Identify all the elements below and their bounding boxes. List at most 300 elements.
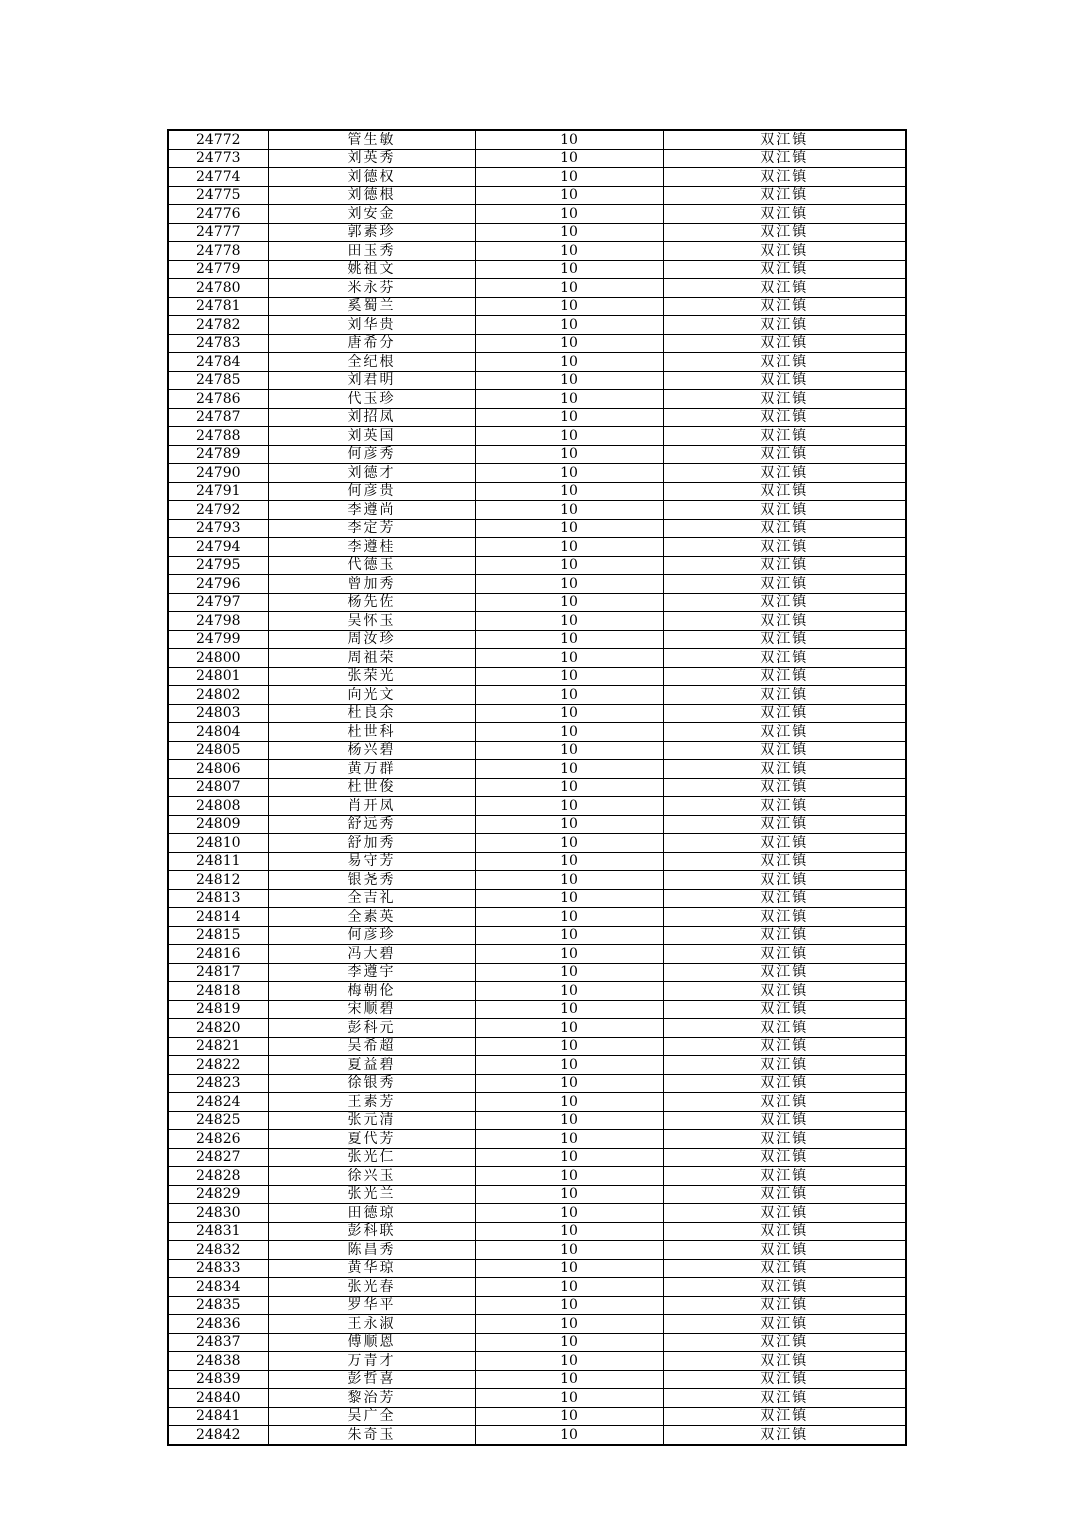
town-cell: 双江镇 (663, 1093, 906, 1112)
record-id-cell: 24820 (168, 1019, 268, 1038)
town-cell: 双江镇 (663, 797, 906, 816)
town-cell: 双江镇 (663, 1241, 906, 1260)
town-cell: 双江镇 (663, 297, 906, 316)
amount-cell: 10 (475, 908, 663, 927)
town-cell: 双江镇 (663, 260, 906, 279)
person-name-cell: 舒加秀 (268, 834, 475, 853)
person-name-cell: 何彦珍 (268, 926, 475, 945)
amount-cell: 10 (475, 1056, 663, 1075)
amount-cell: 10 (475, 501, 663, 520)
person-name-cell: 黎治芳 (268, 1389, 475, 1408)
town-cell: 双江镇 (663, 1426, 906, 1445)
town-cell: 双江镇 (663, 723, 906, 742)
person-name-cell: 何彦秀 (268, 445, 475, 464)
table-row (168, 1000, 906, 1019)
town-cell: 双江镇 (663, 1315, 906, 1334)
person-name-cell: 全素英 (268, 908, 475, 927)
table-row (168, 945, 906, 964)
person-name-cell: 周汝珍 (268, 630, 475, 649)
person-name-cell: 刘德根 (268, 186, 475, 205)
town-cell: 双江镇 (663, 168, 906, 187)
amount-cell: 10 (475, 427, 663, 446)
amount-cell: 10 (475, 168, 663, 187)
amount-cell: 10 (475, 538, 663, 557)
town-cell: 双江镇 (663, 667, 906, 686)
person-name-cell: 杜世科 (268, 723, 475, 742)
table-row (168, 704, 906, 723)
person-name-cell: 田德琼 (268, 1204, 475, 1223)
town-cell: 双江镇 (663, 1185, 906, 1204)
town-cell: 双江镇 (663, 704, 906, 723)
record-id-cell: 24838 (168, 1352, 268, 1371)
amount-cell: 10 (475, 130, 663, 149)
amount-cell: 10 (475, 926, 663, 945)
table-row (168, 316, 906, 335)
town-cell: 双江镇 (663, 556, 906, 575)
amount-cell: 10 (475, 1333, 663, 1352)
record-id-cell: 24828 (168, 1167, 268, 1186)
person-name-cell: 张光春 (268, 1278, 475, 1297)
person-name-cell: 张荣光 (268, 667, 475, 686)
amount-cell: 10 (475, 1204, 663, 1223)
person-name-cell: 刘德才 (268, 464, 475, 483)
record-id-cell: 24802 (168, 686, 268, 705)
town-cell: 双江镇 (663, 741, 906, 760)
record-id-cell: 24773 (168, 149, 268, 168)
person-name-cell: 姚祖文 (268, 260, 475, 279)
amount-cell: 10 (475, 1093, 663, 1112)
table-row (168, 501, 906, 520)
town-cell: 双江镇 (663, 852, 906, 871)
table-row (168, 390, 906, 409)
table-row (168, 519, 906, 538)
amount-cell: 10 (475, 852, 663, 871)
town-cell: 双江镇 (663, 519, 906, 538)
table-row (168, 186, 906, 205)
amount-cell: 10 (475, 390, 663, 409)
town-cell: 双江镇 (663, 353, 906, 372)
town-cell: 双江镇 (663, 1370, 906, 1389)
table-row (168, 612, 906, 631)
amount-cell: 10 (475, 1167, 663, 1186)
town-cell: 双江镇 (663, 1278, 906, 1297)
record-id-cell: 24815 (168, 926, 268, 945)
person-name-cell: 李遵桂 (268, 538, 475, 557)
record-id-cell: 24832 (168, 1241, 268, 1260)
table-row (168, 408, 906, 427)
amount-cell: 10 (475, 334, 663, 353)
amount-cell: 10 (475, 593, 663, 612)
person-name-cell: 杨兴碧 (268, 741, 475, 760)
table-row (168, 130, 906, 149)
table-row (168, 1315, 906, 1334)
record-id-cell: 24830 (168, 1204, 268, 1223)
table-row (168, 834, 906, 853)
table-row (168, 1241, 906, 1260)
table-row (168, 1148, 906, 1167)
roster-table (167, 129, 907, 1446)
amount-cell: 10 (475, 815, 663, 834)
record-id-cell: 24783 (168, 334, 268, 353)
town-cell: 双江镇 (663, 538, 906, 557)
person-name-cell: 管生敏 (268, 130, 475, 149)
amount-cell: 10 (475, 649, 663, 668)
table-row (168, 168, 906, 187)
person-name-cell: 向光文 (268, 686, 475, 705)
table-row (168, 371, 906, 390)
table-row (168, 778, 906, 797)
person-name-cell: 银尧秀 (268, 871, 475, 890)
table-row (168, 279, 906, 298)
record-id-cell: 24789 (168, 445, 268, 464)
table-row (168, 760, 906, 779)
person-name-cell: 刘安金 (268, 205, 475, 224)
person-name-cell: 夏代芳 (268, 1130, 475, 1149)
person-name-cell: 李遵尚 (268, 501, 475, 520)
record-id-cell: 24834 (168, 1278, 268, 1297)
amount-cell: 10 (475, 667, 663, 686)
person-name-cell: 陈昌秀 (268, 1241, 475, 1260)
town-cell: 双江镇 (663, 1204, 906, 1223)
roster-table-body (168, 130, 906, 1445)
town-cell: 双江镇 (663, 1167, 906, 1186)
table-row (168, 889, 906, 908)
record-id-cell: 24811 (168, 852, 268, 871)
amount-cell: 10 (475, 1019, 663, 1038)
person-name-cell: 奚蜀兰 (268, 297, 475, 316)
person-name-cell: 傅顺恩 (268, 1333, 475, 1352)
record-id-cell: 24827 (168, 1148, 268, 1167)
person-name-cell: 万青才 (268, 1352, 475, 1371)
table-row (168, 797, 906, 816)
person-name-cell: 宋顺碧 (268, 1000, 475, 1019)
town-cell: 双江镇 (663, 1000, 906, 1019)
town-cell: 双江镇 (663, 130, 906, 149)
table-row (168, 223, 906, 242)
amount-cell: 10 (475, 297, 663, 316)
record-id-cell: 24785 (168, 371, 268, 390)
amount-cell: 10 (475, 778, 663, 797)
town-cell: 双江镇 (663, 760, 906, 779)
person-name-cell: 全纪根 (268, 353, 475, 372)
record-id-cell: 24784 (168, 353, 268, 372)
amount-cell: 10 (475, 205, 663, 224)
town-cell: 双江镇 (663, 242, 906, 261)
table-row (168, 1352, 906, 1371)
person-name-cell: 何彦贵 (268, 482, 475, 501)
record-id-cell: 24822 (168, 1056, 268, 1075)
record-id-cell: 24814 (168, 908, 268, 927)
table-row (168, 1426, 906, 1445)
amount-cell: 10 (475, 686, 663, 705)
person-name-cell: 杜良余 (268, 704, 475, 723)
amount-cell: 10 (475, 408, 663, 427)
record-id-cell: 24796 (168, 575, 268, 594)
amount-cell: 10 (475, 1000, 663, 1019)
record-id-cell: 24839 (168, 1370, 268, 1389)
town-cell: 双江镇 (663, 279, 906, 298)
record-id-cell: 24823 (168, 1074, 268, 1093)
amount-cell: 10 (475, 1222, 663, 1241)
person-name-cell: 刘华贵 (268, 316, 475, 335)
person-name-cell: 黄华琼 (268, 1259, 475, 1278)
person-name-cell: 黄万群 (268, 760, 475, 779)
amount-cell: 10 (475, 519, 663, 538)
town-cell: 双江镇 (663, 316, 906, 335)
amount-cell: 10 (475, 1389, 663, 1408)
person-name-cell: 徐兴玉 (268, 1167, 475, 1186)
town-cell: 双江镇 (663, 1407, 906, 1426)
table-row (168, 741, 906, 760)
amount-cell: 10 (475, 1370, 663, 1389)
table-row (168, 1204, 906, 1223)
person-name-cell: 夏益碧 (268, 1056, 475, 1075)
person-name-cell: 周祖荣 (268, 649, 475, 668)
table-row (168, 205, 906, 224)
amount-cell: 10 (475, 1130, 663, 1149)
amount-cell: 10 (475, 1352, 663, 1371)
amount-cell: 10 (475, 612, 663, 631)
table-row (168, 815, 906, 834)
town-cell: 双江镇 (663, 778, 906, 797)
town-cell: 双江镇 (663, 205, 906, 224)
record-id-cell: 24793 (168, 519, 268, 538)
amount-cell: 10 (475, 482, 663, 501)
record-id-cell: 24842 (168, 1426, 268, 1445)
table-row (168, 464, 906, 483)
record-id-cell: 24829 (168, 1185, 268, 1204)
person-name-cell: 李遵宇 (268, 963, 475, 982)
record-id-cell: 24797 (168, 593, 268, 612)
table-row (168, 1037, 906, 1056)
town-cell: 双江镇 (663, 1130, 906, 1149)
table-row (168, 1111, 906, 1130)
table-row (168, 556, 906, 575)
amount-cell: 10 (475, 1148, 663, 1167)
amount-cell: 10 (475, 279, 663, 298)
person-name-cell: 王素芳 (268, 1093, 475, 1112)
person-name-cell: 代玉珍 (268, 390, 475, 409)
person-name-cell: 刘招凤 (268, 408, 475, 427)
town-cell: 双江镇 (663, 371, 906, 390)
record-id-cell: 24800 (168, 649, 268, 668)
record-id-cell: 24804 (168, 723, 268, 742)
town-cell: 双江镇 (663, 686, 906, 705)
record-id-cell: 24836 (168, 1315, 268, 1334)
town-cell: 双江镇 (663, 593, 906, 612)
person-name-cell: 王永淑 (268, 1315, 475, 1334)
record-id-cell: 24821 (168, 1037, 268, 1056)
table-row (168, 982, 906, 1001)
town-cell: 双江镇 (663, 464, 906, 483)
person-name-cell: 张光兰 (268, 1185, 475, 1204)
amount-cell: 10 (475, 871, 663, 890)
table-row (168, 1278, 906, 1297)
record-id-cell: 24798 (168, 612, 268, 631)
person-name-cell: 彭科元 (268, 1019, 475, 1038)
amount-cell: 10 (475, 963, 663, 982)
amount-cell: 10 (475, 316, 663, 335)
person-name-cell: 张元清 (268, 1111, 475, 1130)
amount-cell: 10 (475, 186, 663, 205)
table-row (168, 1222, 906, 1241)
record-id-cell: 24775 (168, 186, 268, 205)
record-id-cell: 24792 (168, 501, 268, 520)
table-row (168, 908, 906, 927)
table-row (168, 297, 906, 316)
record-id-cell: 24788 (168, 427, 268, 446)
town-cell: 双江镇 (663, 834, 906, 853)
person-name-cell: 彭科联 (268, 1222, 475, 1241)
table-row (168, 1370, 906, 1389)
record-id-cell: 24813 (168, 889, 268, 908)
record-id-cell: 24805 (168, 741, 268, 760)
record-id-cell: 24817 (168, 963, 268, 982)
person-name-cell: 刘德权 (268, 168, 475, 187)
town-cell: 双江镇 (663, 1056, 906, 1075)
amount-cell: 10 (475, 556, 663, 575)
town-cell: 双江镇 (663, 445, 906, 464)
town-cell: 双江镇 (663, 945, 906, 964)
record-id-cell: 24818 (168, 982, 268, 1001)
table-row (168, 852, 906, 871)
record-id-cell: 24790 (168, 464, 268, 483)
amount-cell: 10 (475, 464, 663, 483)
town-cell: 双江镇 (663, 630, 906, 649)
table-row (168, 482, 906, 501)
amount-cell: 10 (475, 575, 663, 594)
amount-cell: 10 (475, 445, 663, 464)
table-row (168, 1333, 906, 1352)
person-name-cell: 冯大碧 (268, 945, 475, 964)
record-id-cell: 24809 (168, 815, 268, 834)
town-cell: 双江镇 (663, 390, 906, 409)
table-row (168, 926, 906, 945)
town-cell: 双江镇 (663, 186, 906, 205)
table-row (168, 334, 906, 353)
town-cell: 双江镇 (663, 963, 906, 982)
table-row (168, 242, 906, 261)
record-id-cell: 24791 (168, 482, 268, 501)
table-row (168, 630, 906, 649)
town-cell: 双江镇 (663, 1074, 906, 1093)
person-name-cell: 易守芳 (268, 852, 475, 871)
record-id-cell: 24779 (168, 260, 268, 279)
amount-cell: 10 (475, 945, 663, 964)
person-name-cell: 全吉礼 (268, 889, 475, 908)
amount-cell: 10 (475, 1037, 663, 1056)
record-id-cell: 24780 (168, 279, 268, 298)
record-id-cell: 24810 (168, 834, 268, 853)
person-name-cell: 舒远秀 (268, 815, 475, 834)
table-row (168, 1074, 906, 1093)
record-id-cell: 24808 (168, 797, 268, 816)
town-cell: 双江镇 (663, 1389, 906, 1408)
town-cell: 双江镇 (663, 889, 906, 908)
record-id-cell: 24787 (168, 408, 268, 427)
amount-cell: 10 (475, 982, 663, 1001)
record-id-cell: 24824 (168, 1093, 268, 1112)
record-id-cell: 24835 (168, 1296, 268, 1315)
record-id-cell: 24833 (168, 1259, 268, 1278)
record-id-cell: 24794 (168, 538, 268, 557)
record-id-cell: 24826 (168, 1130, 268, 1149)
town-cell: 双江镇 (663, 649, 906, 668)
table-row (168, 871, 906, 890)
record-id-cell: 24786 (168, 390, 268, 409)
table-row (168, 1167, 906, 1186)
town-cell: 双江镇 (663, 1111, 906, 1130)
person-name-cell: 罗华平 (268, 1296, 475, 1315)
person-name-cell: 朱奇玉 (268, 1426, 475, 1445)
table-row (168, 575, 906, 594)
table-row (168, 667, 906, 686)
amount-cell: 10 (475, 353, 663, 372)
table-row (168, 445, 906, 464)
table-row (168, 649, 906, 668)
person-name-cell: 梅朝伦 (268, 982, 475, 1001)
person-name-cell: 米永芬 (268, 279, 475, 298)
record-id-cell: 24777 (168, 223, 268, 242)
amount-cell: 10 (475, 1407, 663, 1426)
town-cell: 双江镇 (663, 1222, 906, 1241)
town-cell: 双江镇 (663, 1037, 906, 1056)
table-row (168, 593, 906, 612)
person-name-cell: 杜世俊 (268, 778, 475, 797)
person-name-cell: 吴广全 (268, 1407, 475, 1426)
amount-cell: 10 (475, 371, 663, 390)
table-row (168, 1019, 906, 1038)
amount-cell: 10 (475, 1426, 663, 1445)
person-name-cell: 杨先佐 (268, 593, 475, 612)
person-name-cell: 郭素珍 (268, 223, 475, 242)
town-cell: 双江镇 (663, 482, 906, 501)
town-cell: 双江镇 (663, 223, 906, 242)
town-cell: 双江镇 (663, 1148, 906, 1167)
town-cell: 双江镇 (663, 334, 906, 353)
table-row (168, 1056, 906, 1075)
amount-cell: 10 (475, 797, 663, 816)
amount-cell: 10 (475, 260, 663, 279)
record-id-cell: 24840 (168, 1389, 268, 1408)
record-id-cell: 24806 (168, 760, 268, 779)
record-id-cell: 24807 (168, 778, 268, 797)
amount-cell: 10 (475, 1296, 663, 1315)
town-cell: 双江镇 (663, 149, 906, 168)
table-row (168, 1093, 906, 1112)
table-row (168, 963, 906, 982)
person-name-cell: 吴希超 (268, 1037, 475, 1056)
amount-cell: 10 (475, 1315, 663, 1334)
town-cell: 双江镇 (663, 1352, 906, 1371)
record-id-cell: 24803 (168, 704, 268, 723)
record-id-cell: 24841 (168, 1407, 268, 1426)
town-cell: 双江镇 (663, 427, 906, 446)
record-id-cell: 24774 (168, 168, 268, 187)
record-id-cell: 24781 (168, 297, 268, 316)
table-row (168, 1130, 906, 1149)
person-name-cell: 张光仁 (268, 1148, 475, 1167)
record-id-cell: 24812 (168, 871, 268, 890)
person-name-cell: 刘英秀 (268, 149, 475, 168)
amount-cell: 10 (475, 741, 663, 760)
person-name-cell: 彭哲喜 (268, 1370, 475, 1389)
town-cell: 双江镇 (663, 1019, 906, 1038)
table-row (168, 538, 906, 557)
person-name-cell: 代德玉 (268, 556, 475, 575)
person-name-cell: 刘英国 (268, 427, 475, 446)
amount-cell: 10 (475, 760, 663, 779)
